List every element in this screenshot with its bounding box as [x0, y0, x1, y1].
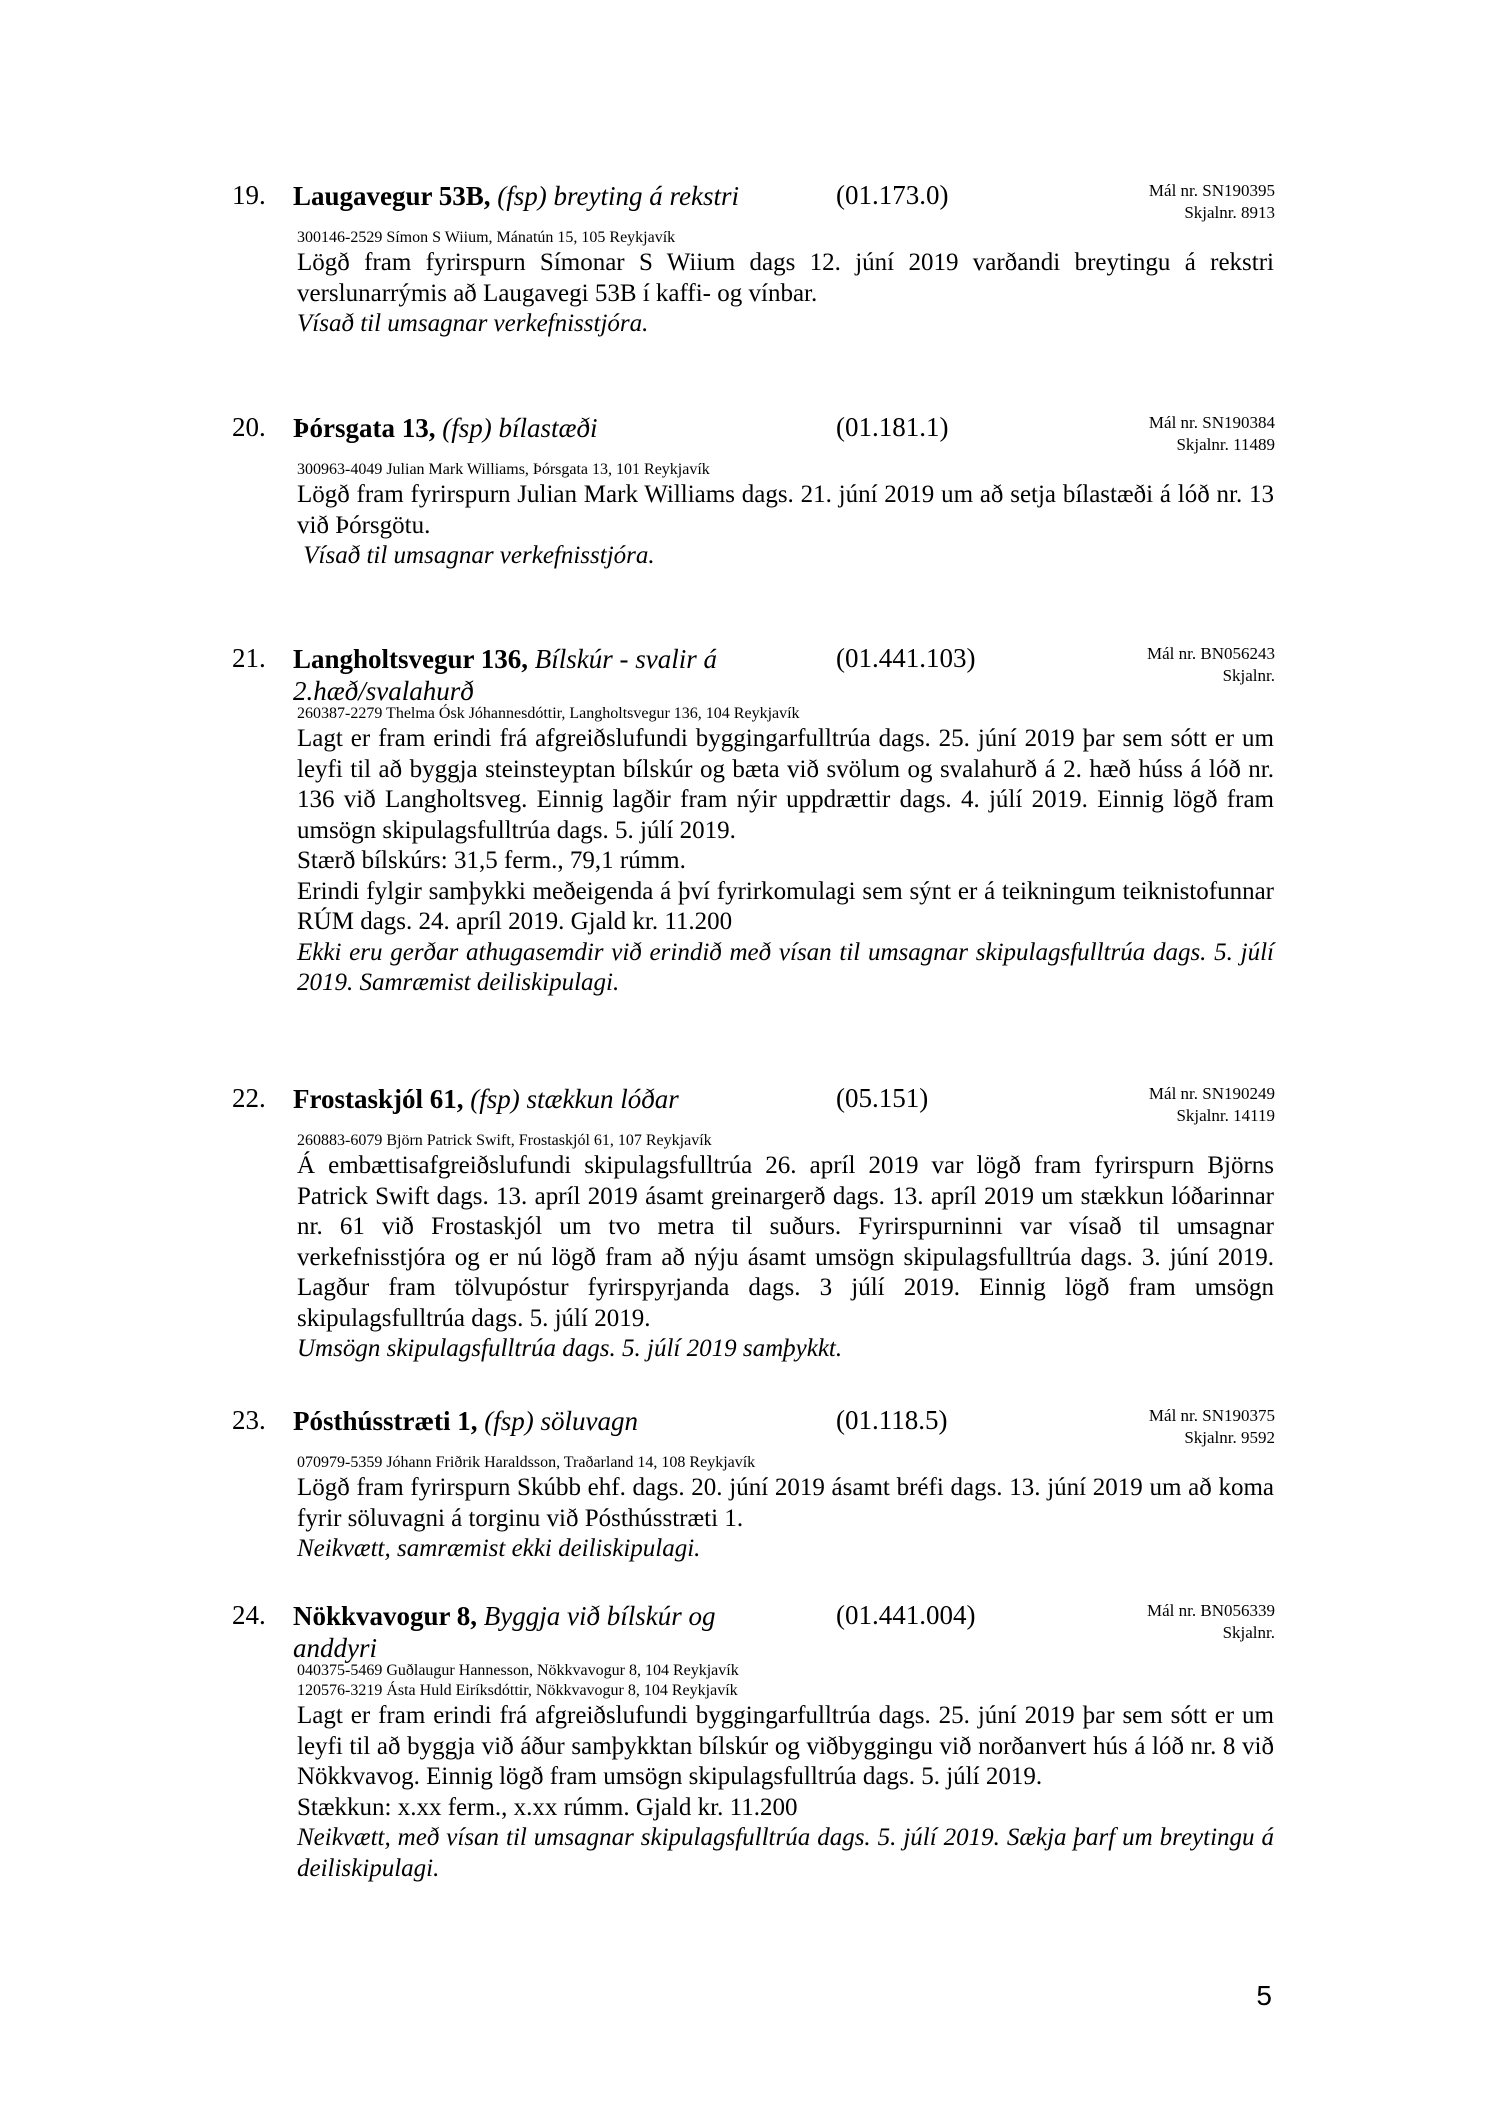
applicant: 120576-3219 Ásta Huld Eiríksdóttir, Nökkvavogur 8, 104 Reykjavík — [297, 1682, 738, 1699]
item-description: (fsp) söluvagn — [484, 1406, 638, 1436]
street-address: Pósthússtræti 1, — [293, 1406, 478, 1436]
item-body-22 — [297, 1131, 1274, 1365]
decision: Neikvætt, með vísan til umsagnar skipulagsfulltrúa dags. 5. júlí 2019. Sækja þarf um breytingu á deiliskipulagi. — [297, 1824, 1274, 1882]
case-reference — [1147, 643, 1275, 687]
paragraph: Lögð fram fyrirspurn Julian Mark Williams dags. 21. júní 2019 um að setja bílastæði á lóð nr. 13 við Þórsgötu. — [297, 481, 1274, 539]
applicant: 070979-5359 Jóhann Friðrik Haraldsson, Traðarland 14, 108 Reykjavík — [297, 1454, 756, 1471]
item-title — [293, 1600, 763, 1664]
item-number: 24. — [232, 1600, 266, 1630]
decision: Vísað til umsagnar verkefnisstjóra. — [297, 542, 655, 569]
page-number: 5 — [1256, 1980, 1272, 2011]
item-text — [297, 1473, 1274, 1565]
document-number: Skjalnr. 9592 — [1184, 1428, 1275, 1447]
item-text — [297, 1701, 1274, 1884]
case-number: Mál nr. SN190249 — [1148, 1084, 1275, 1103]
land-code: (01.441.004) — [836, 1600, 976, 1630]
item-description: (fsp) stækkun lóðar — [470, 1084, 679, 1114]
case-number: Mál nr. SN190395 — [1148, 181, 1275, 200]
paragraph: Lögð fram fyrirspurn Símonar S Wiium dags 12. júní 2019 varðandi breytingu á rekstri verslunarrýmis að Laugavegi 53B í kaffi- og vínbar. — [297, 249, 1274, 307]
applicant: 300146-2529 Símon S Wiium, Mánatún 15, 105 Reykjavík — [297, 229, 676, 246]
decision: Umsögn skipulagsfulltrúa dags. 5. júlí 2019 samþykkt. — [297, 1335, 843, 1362]
item-title — [293, 1405, 763, 1437]
item-number: 21. — [232, 643, 266, 673]
decision: Neikvætt, samræmist ekki deiliskipulagi. — [297, 1535, 701, 1562]
street-address: Frostaskjól 61, — [293, 1084, 464, 1114]
item-number: 22. — [232, 1083, 266, 1113]
case-reference — [1149, 180, 1275, 224]
paragraph: Stækkun: x.xx ferm., x.xx rúmm. Gjald kr. 11.200 — [297, 1793, 798, 1821]
document-number: Skjalnr. 11489 — [1176, 435, 1275, 454]
item-description: (fsp) bílastæði — [442, 413, 598, 443]
item-number: 19. — [232, 180, 266, 210]
street-address: Laugavegur 53B, — [293, 181, 491, 211]
item-text — [297, 724, 1274, 999]
case-reference — [1149, 1083, 1275, 1127]
applicant: 040375-5469 Guðlaugur Hannesson, Nökkvavogur 8, 104 Reykjavík — [297, 1662, 739, 1679]
document-number: Skjalnr. 8913 — [1184, 203, 1275, 222]
land-code: (01.441.103) — [836, 643, 976, 673]
item-body-19 — [297, 228, 1274, 340]
document-number: Skjalnr. — [1222, 666, 1275, 685]
item-body-23 — [297, 1453, 1274, 1565]
decision: Vísað til umsagnar verkefnisstjóra. — [297, 310, 649, 337]
case-number: Mál nr. BN056243 — [1147, 644, 1275, 663]
item-text — [297, 1151, 1274, 1365]
paragraph: Lögð fram fyrirspurn Skúbb ehf. dags. 20. júní 2019 ásamt bréfi dags. 13. júní 2019 um að koma fyrir söluvagni á torginu við Pósthússtræti 1. — [297, 1474, 1274, 1532]
item-body-21 — [297, 704, 1274, 999]
case-reference — [1149, 412, 1275, 456]
case-number: Mál nr. SN190384 — [1148, 413, 1275, 432]
item-number: 20. — [232, 412, 266, 442]
item-description: Bílskúr - svalir á 2.hæð/svalahurð — [293, 644, 718, 706]
paragraph: Erindi fylgir samþykki meðeigenda á því fyrirkomulagi sem sýnt er á teikningum teiknistofunnar RÚM dags. 24. apríl 2019. Gjald kr. 11.200 — [297, 877, 1274, 935]
paragraph: Stærð bílskúrs: 31,5 ferm., 79,1 rúmm. — [297, 847, 686, 874]
item-number: 23. — [232, 1405, 266, 1435]
item-title — [293, 180, 763, 212]
applicant: 300963-4049 Julian Mark Williams, Þórsgata 13, 101 Reykjavík — [297, 461, 710, 478]
document-number: Skjalnr. 14119 — [1176, 1106, 1275, 1125]
case-reference — [1147, 1600, 1275, 1644]
land-code: (05.151) — [836, 1083, 929, 1113]
street-address: Nökkvavogur 8, — [293, 1601, 478, 1631]
street-address: Þórsgata 13, — [293, 413, 436, 443]
item-title — [293, 1083, 763, 1115]
document-number: Skjalnr. — [1222, 1623, 1275, 1642]
applicant: 260883-6079 Björn Patrick Swift, Frostaskjól 61, 107 Reykjavík — [297, 1132, 712, 1149]
land-code: (01.173.0) — [836, 180, 949, 210]
applicant: 260387-2279 Thelma Ósk Jóhannesdóttir, Langholtsvegur 136, 104 Reykjavík — [297, 705, 800, 722]
paragraph: Á embættisafgreiðslufundi skipulagsfulltrúa 26. apríl 2019 var lögð fram fyrirspurn Björns Patrick Swift dags. 13. apríl 2019 ásamt greinargerð dags. 13. apríl 2019 um stækkun lóðarinnar nr. 61 við Frostaskjól um tvo metra til suðurs. Fyrirspurninni var vísað til umsagnar verkefnisstjóra og er nú lögð fram að nýju ásamt umsögn skipulagsfulltrúa dags. 3. júní 2019. Lagður fram tölvupóstur fyrirspyrjanda dags. 3 júlí 2019. Einnig lögð fram umsögn skipulagsfulltrúa dags. 5. júlí 2019. — [297, 1152, 1274, 1332]
case-number: Mál nr. SN190375 — [1148, 1406, 1275, 1425]
item-title — [293, 412, 763, 444]
paragraph: Lagt er fram erindi frá afgreiðslufundi byggingarfulltrúa dags. 25. júní 2019 þar sem sótt er um leyfi til að byggja steinsteyptan bílskúr og bæta við svölum og svalahurð á 2. hæð húss á lóð nr. 136 við Langholtsveg. Einnig lagðir fram nýir uppdrættir dags. 4. júlí 2019. Einnig lögð fram umsögn skipulagsfulltrúa dags. 5. júlí 2019. — [297, 725, 1274, 844]
item-description: Byggja við bílskúr og anddyri — [293, 1601, 716, 1663]
paragraph: Lagt er fram erindi frá afgreiðslufundi byggingarfulltrúa dags. 25. júní 2019 þar sem sótt er um leyfi til að byggja við áður samþykktan bílskúr og viðbyggingu við norðanvert hús á lóð nr. 8 við Nökkvavog. Einnig lögð fram umsögn skipulagsfulltrúa dags. 5. júlí 2019. — [297, 1702, 1274, 1790]
item-text — [297, 248, 1274, 340]
item-title — [293, 643, 763, 707]
land-code: (01.118.5) — [836, 1405, 948, 1435]
decision: Ekki eru gerðar athugasemdir við erindið með vísan til umsagnar skipulagsfulltrúa dags. 5. júlí 2019. Samræmist deiliskipulagi. — [297, 938, 1274, 996]
item-body-24 — [297, 1661, 1274, 1884]
item-description: (fsp) breyting á rekstri — [497, 181, 739, 211]
case-number: Mál nr. BN056339 — [1147, 1601, 1275, 1620]
street-address: Langholtsvegur 136, — [293, 644, 529, 674]
case-reference — [1149, 1405, 1275, 1449]
item-text — [297, 480, 1274, 572]
item-body-20 — [297, 460, 1274, 572]
land-code: (01.181.1) — [836, 412, 949, 442]
